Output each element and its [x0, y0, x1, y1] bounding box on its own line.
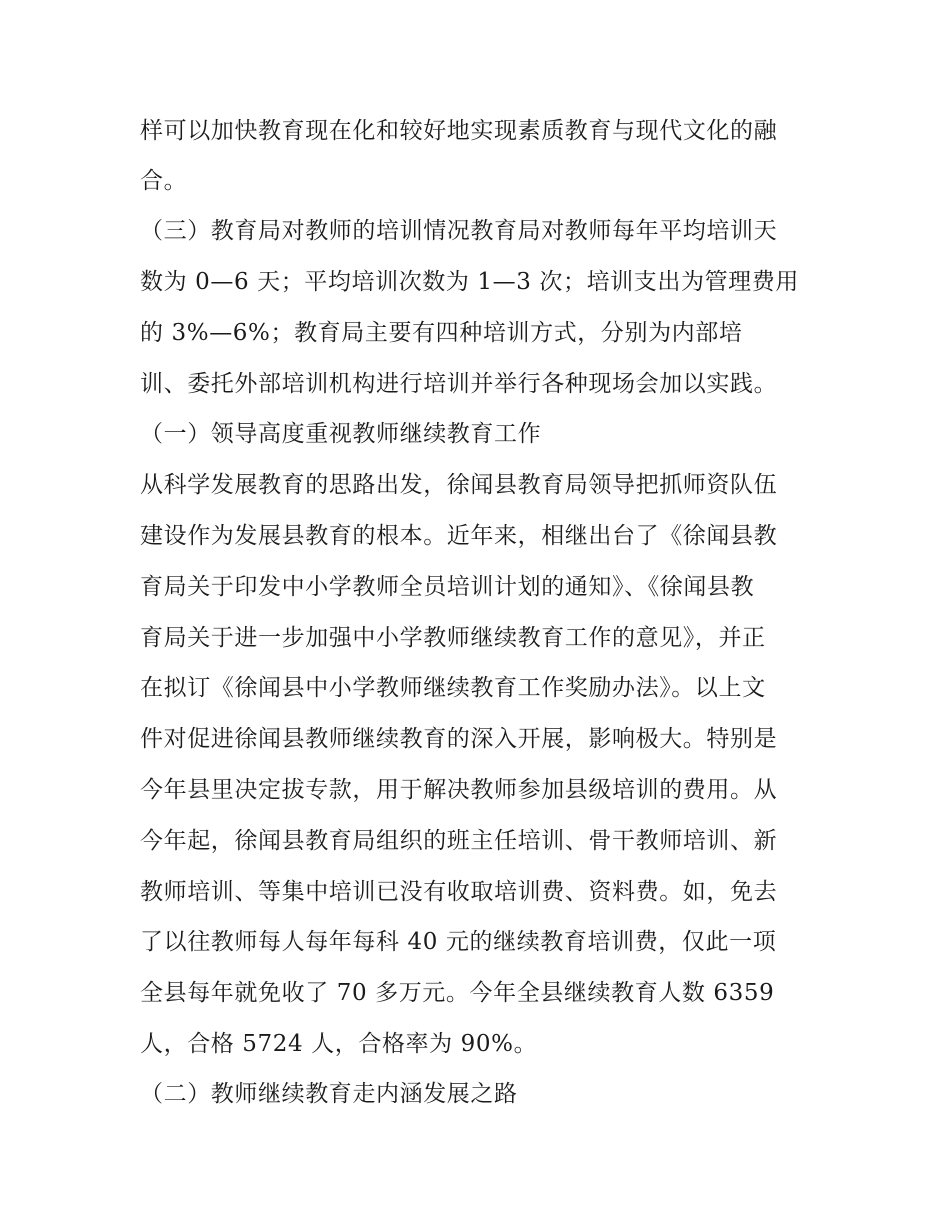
- text-line: 从科学发展教育的思路出发，徐闻县教育局领导把抓师资队伍: [140, 472, 778, 498]
- text-line: 训、委托外部培训机构进行培训并举行各种现场会加以实践。: [140, 371, 778, 397]
- text-line: 合。: [140, 168, 188, 194]
- text-line: 的 3%—6%；教育局主要有四种培训方式，分别为内部培: [140, 320, 743, 346]
- text-line: 件对促进徐闻县教师继续教育的深入开展，影响极大。特别是: [140, 726, 778, 752]
- text-line: 样可以加快教育现在化和较好地实现素质教育与现代文化的融: [140, 118, 778, 144]
- text-line: 教师培训、等集中培训已没有收取培训费、资料费。如，免去: [140, 879, 778, 905]
- text-line: 人，合格 5724 人，合格率为 90%。: [140, 1031, 538, 1057]
- section-heading: （一）领导高度重视教师继续教育工作: [140, 421, 542, 447]
- section-heading: （三）教育局对教师的培训情况教育局对教师每年平均培训天: [140, 218, 778, 244]
- text-line: 了以往教师每人每年每科 40 元的继续教育培训费，仅此一项: [140, 929, 777, 955]
- text-line: 全县每年就免收了 70 多万元。今年全县继续教育人数 6359: [140, 980, 775, 1006]
- text-line: 在拟订《徐闻县中小学教师继续教育工作奖励办法》。以上文: [140, 675, 766, 701]
- text-line: 建设作为发展县教育的根本。近年来，相继出台了《徐闻县教: [140, 523, 778, 549]
- text-line: 今年起，徐闻县教育局组织的班主任培训、骨干教师培训、新: [140, 828, 778, 854]
- section-heading: （二）教师继续教育走内涵发展之路: [140, 1081, 518, 1107]
- text-line: 育局关于印发中小学教师全员培训计划的通知》、《徐闻县教: [140, 574, 755, 600]
- text-line: 今年县里决定拔专款，用于解决教师参加县级培训的费用。从: [140, 777, 778, 803]
- text-line: 育局关于进一步加强中小学教师继续教育工作的意见》，并正: [140, 625, 766, 651]
- text-line: 数为 0—6 天；平均培训次数为 1—3 次；培训支出为管理费用: [140, 269, 799, 295]
